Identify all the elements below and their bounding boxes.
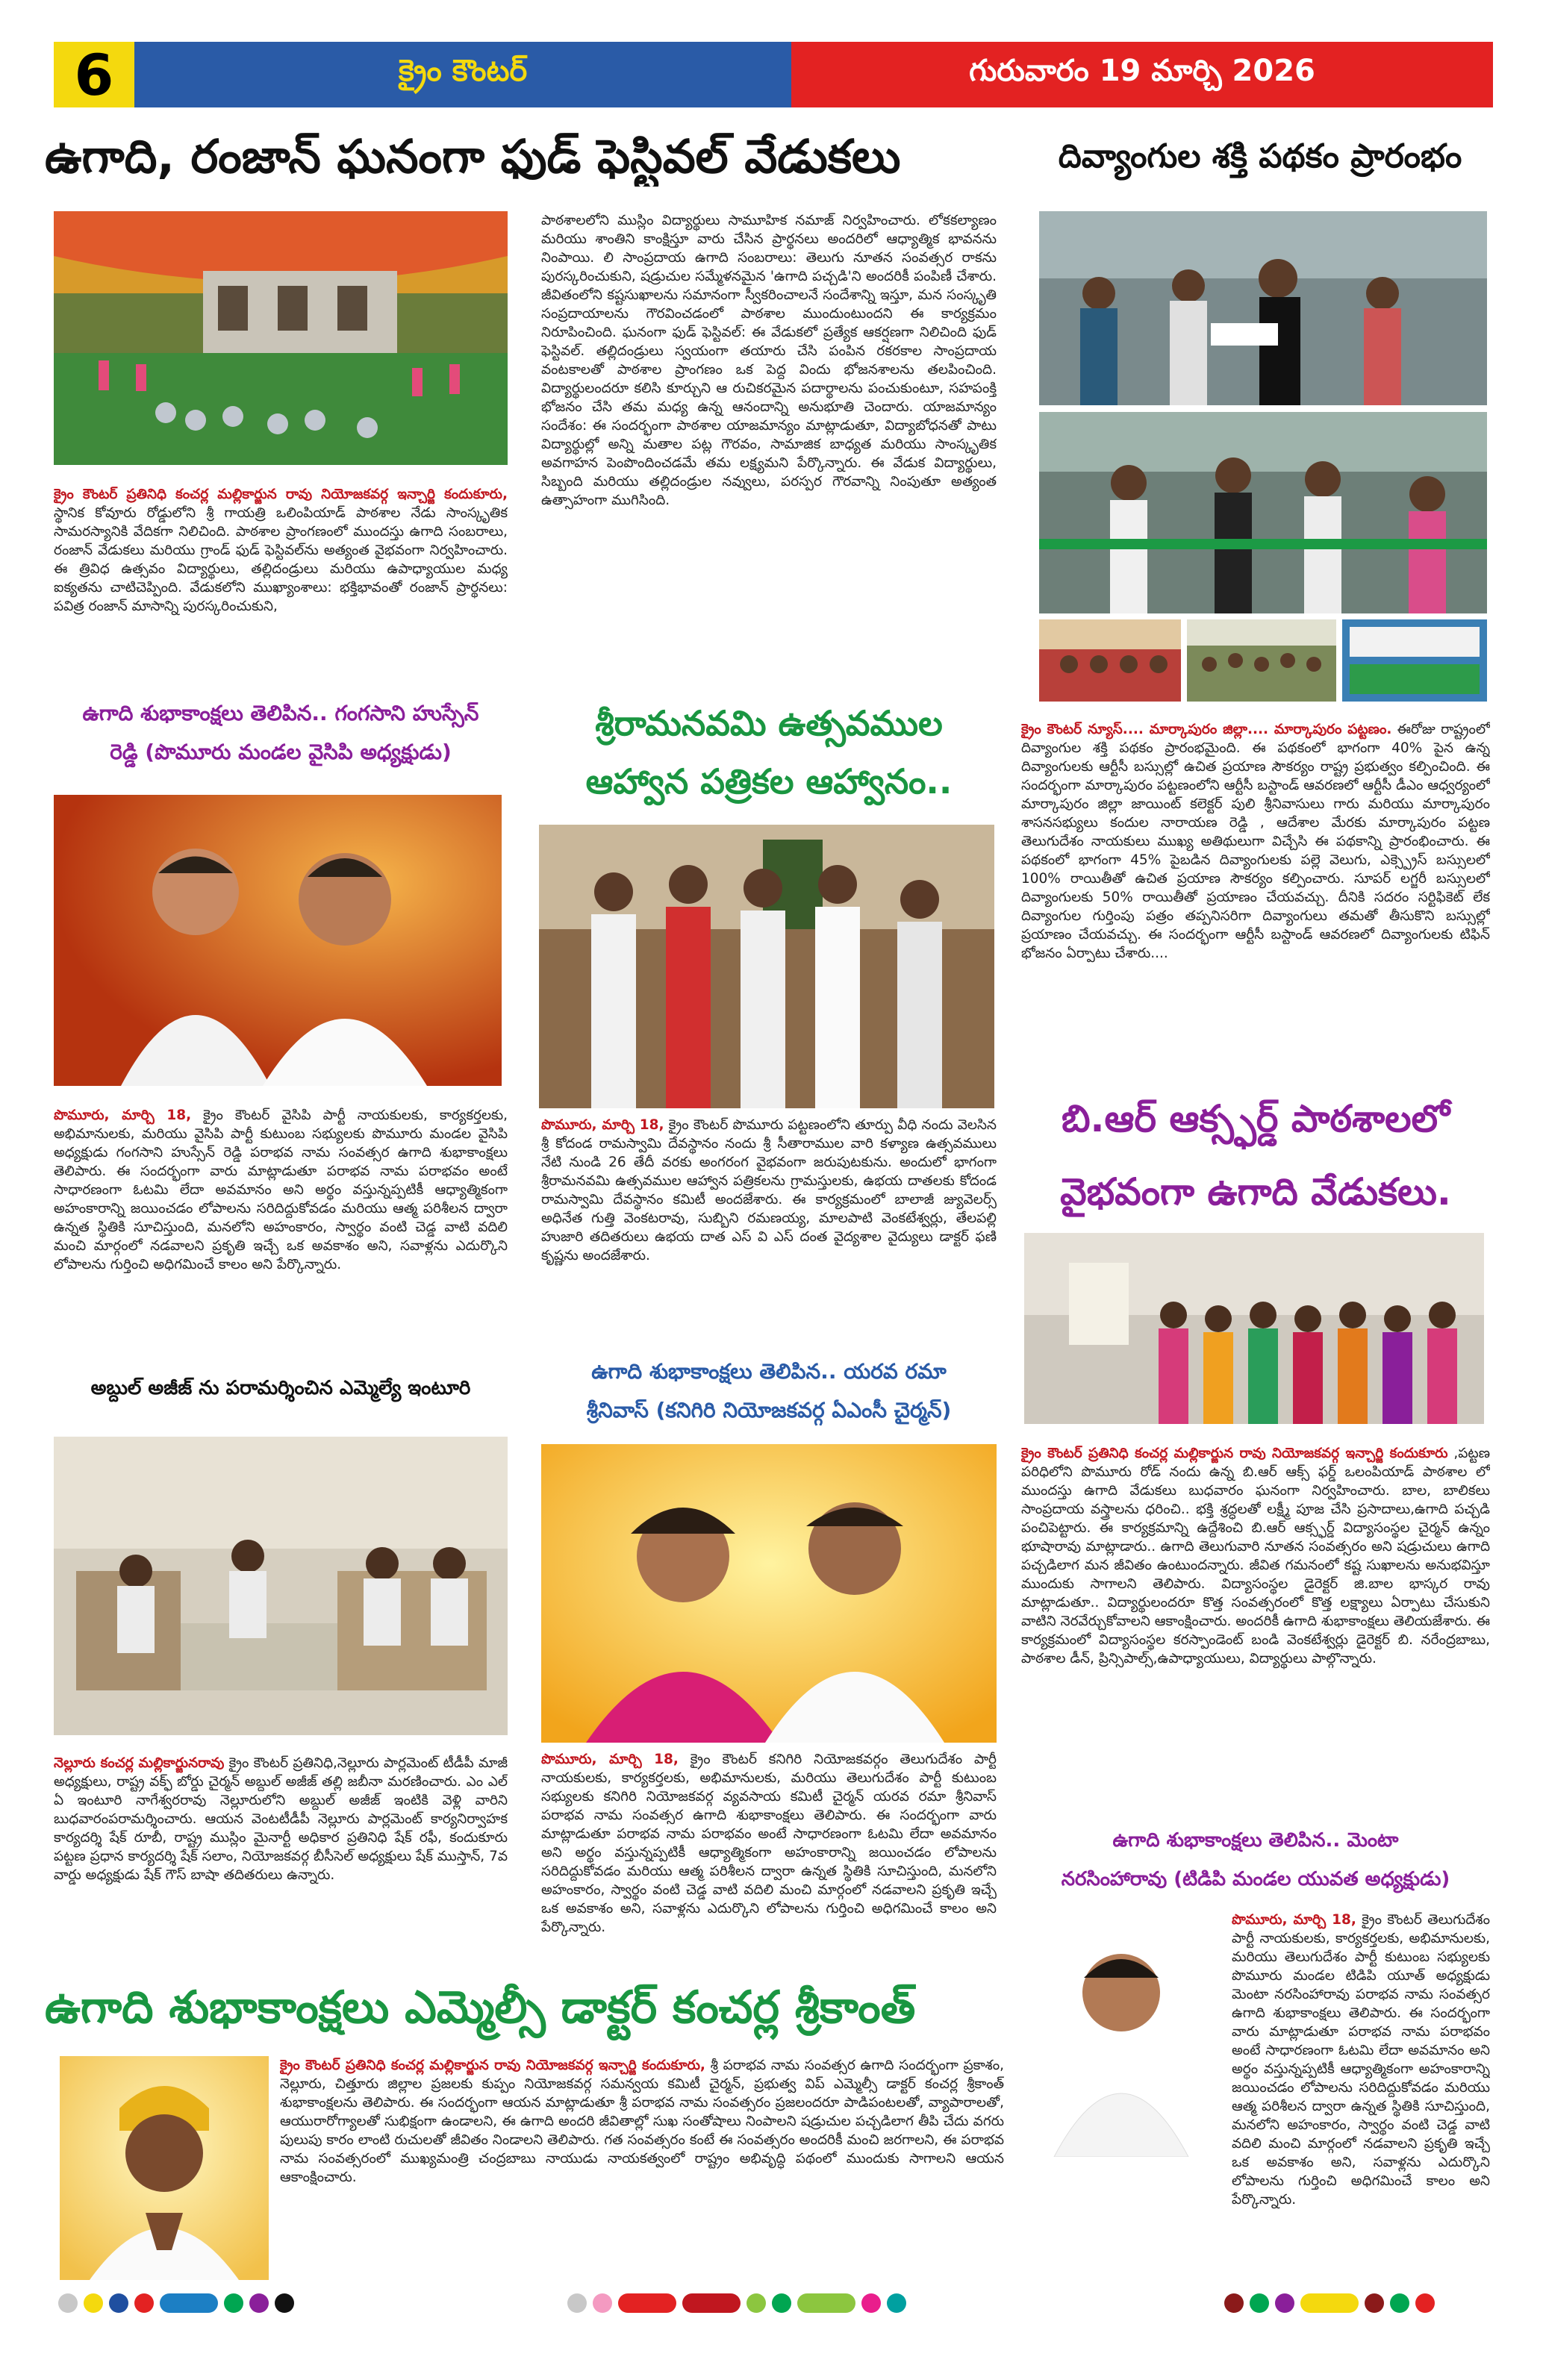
srikanth-headline: ఉగాది శుభాకాంక్షలు ఎమ్మెల్సీ డాక్టర్ కంచర్ల శ్రీకాంత్: [45, 1981, 916, 2034]
ugadi-food-lead: క్రైం కౌంటర్ ప్రతినిధి కంచర్ల మల్లికార్జున రావు నియోజకవర్గ ఇన్చార్జి కందుకూరు,: [54, 487, 508, 502]
mentha-photo: [1024, 1911, 1218, 2157]
divyangula-photo-4: [1187, 619, 1336, 702]
footer-color-mark: [1275, 2293, 1294, 2313]
sriramanavami-lead: పొమూరు, మార్చి 18,: [541, 1117, 664, 1133]
mentha-headline-line2: నరసింహారావు (టిడిపి మండల యువత అధ్యక్షుడు): [1061, 1868, 1450, 1890]
mentha-headline-line1: ఉగాది శుభాకాంక్షలు తెలిపిన.. మెంటా: [1112, 1829, 1399, 1852]
footer-color-mark: [772, 2293, 791, 2313]
sriramanavami-body: [541, 1116, 997, 1340]
br-oxford-photo: [1024, 1233, 1484, 1424]
ugadi-food-left-column: [54, 485, 508, 683]
footer-color-mark: [797, 2293, 855, 2313]
sriramanavami-headline-line2: ఆహ్వాన పత్రికల ఆహ్వానం..: [585, 761, 953, 802]
gangasani-text: క్రైం కౌంటర్ వైసిపి పార్టీ నాయకులకు, కార్యకర్తలకు, అభిమానులకు, మరియు వైసిపి పార్టీ కుటుంబ సభ్యులకు పొమూరు మండల వైసిపి అధ్యక్షుడు గంగసాని హుస్సేన్ రెడ్డి పరాభవ నామ సంవత్సర ఉగాది శుభాకాంక్షలు తెలిపారు. ఈ సందర్భంగా వారు మాట్లాడుతూ పరాభవ నామ పరాభవం అంటే సాధారణంగా ఓటమి లేదా అవమానం అని అర్థం వస్తున్నప్పటికీ ఆధ్యాత్మికంగా అహంకారాన్ని జయించడం లోపాలను సరిదిద్దుకోవడం మరియు ఆత్మ పరిశీలన ద్వారా ఉన్నత స్థితికి సూచిస్తుంది, మనలోని అహంకారం, స్వార్థం వంటి చెడ్డ వాటి వదిలి మంచి మార్గంలో నడవాలని ప్రకృతి ఇచ్చే ఒక అవకాశం అని, సవాళ్లను ఎదుర్కొని లోపాలను గుర్తించి అధిగమించే కాలం అని పేర్కొన్నారు.: [54, 1108, 508, 1272]
abdul-aziz-text: క్రైం కౌంటర్ ప్రతినిధి,నెల్లూరు పార్లమెంట్ టీడీపీ మాజీ అధ్యక్షులు, రాష్ట్ర వక్ఫ్ బోర్డు చైర్మన్ అబ్దుల్ అజీజ్ తల్లి జబీనా మరణించారు. ఎం ఎల్ ఏ ఇంటూరి నాగేశ్వరరావు నెల్లూరులోని అబ్దుల్ అజీజ్ ఇంటికి వెళ్లి వారిని బుధవారంపరామర్శించారు. ఆయన వెంటటీడీపీ నెల్లూరు పార్లమెంట్ కార్యనిర్వాహక కార్యదర్శి షేక్ రూబీ, రాష్ట్ర ముస్లిం మైనార్టీ అధికార ప్రతినిధి షేక్ రఫీ, కందుకూరు పట్టణ ప్రధాన కార్యదర్శి షేక్ సలాం, నియోజకవర్గ బీసీసెల్ అధ్యక్షులు షేక్ ముస్తాన్, 7వ వార్డు అధ్యక్షుడు షేక్ గౌస్ బాషా తదితరులు ఉన్నారు.: [54, 1755, 508, 1883]
footer-color-mark: [1300, 2293, 1359, 2313]
yarava-body: [541, 1750, 997, 1952]
gangasani-photo: [54, 795, 502, 1086]
gangasani-headline-line1: ఉగాది శుభాకాంక్షలు తెలిపిన.. గంగసాని హుస్సేన్: [82, 701, 479, 725]
divyangula-photo-1: [1039, 211, 1487, 405]
yarava-text: క్రైం కౌంటర్ కనిగిరి నియోజకవర్గం తెలుగుదేశం పార్టీ నాయకులకు, కార్యకర్తలకు, అభిమానులకు, మరియు తెలుగుదేశం పార్టీ కుటుంబ సభ్యులకు కనిగిరి నియోజకవర్గ వ్యవసాయ కమిటీ చైర్మన్ యరవ రమా శ్రీనివాస్ పరాభవ నామ సంవత్సర ఉగాది శుభాకాంక్షలు తెలిపారు. ఈ సందర్భంగా వారు మాట్లాడుతూ పరాభవ నామ పరాభవం అంటే సాధారణంగా ఓటమి లేదా అవమానం అని అర్థం వస్తున్నప్పటికీ ఆధ్యాత్మికంగా అహంకారాన్ని జయించడం లోపాలను సరిదిద్దుకోవడం మరియు ఆత్మ పరిశీలన ద్వారా ఉన్నత స్థితికి సూచిస్తుంది, మనలోని అహంకారం, స్వార్థం వంటి చెడ్డ వాటి వదిలి మంచి మార్గంలో నడవాలని ప్రకృతి ఇచ్చే ఒక అవకాశం అని, సవాళ్లను ఎదుర్కొని లోపాలను గుర్తించి అధిగమించే కాలం అని పేర్కొన్నారు.: [541, 1752, 997, 1935]
gangasani-body: [54, 1106, 508, 1345]
footer-color-mark: [109, 2293, 128, 2313]
divyangula-lead: క్రైం కౌంటర్ న్యూస్.... మార్కాపురం జిల్లా.... మార్కాపురం పట్టణం.: [1021, 722, 1392, 737]
gangasani-lead: పొమూరు, మార్చి 18,: [54, 1108, 192, 1123]
newspaper-name: క్రైం కౌంటర్: [134, 42, 791, 107]
abdul-aziz-headline: అబ్దుల్ అజీజ్ ను పరామర్శించిన ఎమ్మెల్యే ఇంటూరి: [90, 1377, 471, 1399]
mentha-headline: [1021, 1821, 1490, 1903]
sriramanavami-headline: [541, 694, 997, 813]
abdul-aziz-body: [54, 1754, 508, 1955]
yarava-headline-line2: శ్రీనివాస్ (కనిగిరి నియోజకవర్గ ఏఎంసీ చైర్మన్): [586, 1398, 952, 1422]
issue-date: గురువారం 19 మార్చి 2026: [791, 42, 1493, 107]
footer-color-strip-middle: [567, 2293, 956, 2313]
gangasani-headline: [54, 694, 508, 776]
yarava-photo: [541, 1444, 997, 1743]
br-oxford-headline-line2: వైభవంగా ఉగాది వేడుకలు.: [1060, 1170, 1451, 1214]
divyangula-headline: దివ్యాంగుల శక్తి పథకం ప్రారంభం: [1058, 137, 1462, 175]
footer-color-mark: [1365, 2293, 1384, 2313]
divyangula-photo-3: [1039, 619, 1181, 702]
footer-color-mark: [275, 2293, 294, 2313]
footer-color-mark: [1415, 2293, 1435, 2313]
br-oxford-headline: [1021, 1082, 1490, 1231]
yarava-headline: [541, 1352, 997, 1434]
footer-color-strip-right: [1224, 2293, 1508, 2313]
abdul-aziz-lead: నెల్లూరు కంచర్ల మల్లికార్జునరావు: [54, 1755, 225, 1771]
srikanth-text: శ్రీ పరాభవ నామ సంవత్సర ఉగాది సందర్భంగా ప్రకాశం, నెల్లూరు, చిత్తూరు జిల్లాల ప్రజలకు కుప్పం నియోజకవర్గ సమన్వయ కమిటీ చైర్మన్, ప్రభుత్వ విప్ ఎమ్మెల్సీ డాక్టర్ కంచర్ల శ్రీకాంత్ శుభాకాంక్షలను తెలిపారు. ఈ సందర్భంగా ఆయన మాట్లాడుతూ శ్రీ పరాభవ నామ సంవత్సరం ప్రజలందరూ పాడిపంటలతో, వ్యాపారాలతో, ఆయురారోగ్యాలతో సుభిక్షంగా ఉండాలని, ఈ ఉగాది అందరి జీవితాల్లో సుఖ సంతోషాలు నింపాలని షడ్రుచుల పచ్చడిలాగ తీపి చేదు వగరు పులుపు కారం లాంటి రుచులతో జీవితం నిండాలని తెలిపారు. గత సంవత్సరం కంటే ఈ సంవత్సరం అందరికీ మంచి జరగాలని, ఈ పరాభవ నామ సంవత్సరంలో ముఖ్యమంత్రి చంద్రబాబు నాయుడు నాయకత్వంలో రాష్ట్రం అభివృద్ధి పథంలో ముందుకు సాగాలని ఆయన ఆకాంక్షించారు.: [280, 2058, 1004, 2185]
ugadi-food-headline: ఉగాది, రంజాన్ ఘనంగా ఫుడ్ ఫెస్టివల్ వేడుకలు: [45, 129, 901, 184]
footer-color-mark: [134, 2293, 154, 2313]
footer-color-strip-left: [58, 2293, 327, 2313]
footer-color-mark: [682, 2293, 741, 2313]
srikanth-body: [280, 2056, 1004, 2280]
srikanth-photo: [60, 2056, 269, 2280]
sriramanavami-photo: [539, 825, 994, 1108]
footer-color-mark: [1250, 2293, 1269, 2313]
mentha-text: క్రైం కౌంటర్ తెలుగుదేశం పార్టీ నాయకులకు, కార్యకర్తలకు, అభిమానులకు, మరియు తెలుగుదేశం పార్టీ కుటుంబ సభ్యులకు పొమూరు మండల టిడిపి యూత్ అధ్యక్షుడు మెంటా నరసింహారావు పరాభవ నామ సంవత్సర ఉగాది శుభాకాంక్షలు తెలిపారు. ఈ సందర్భంగా వారు మాట్లాడుతూ పరాభవ నామ పరాభవం అంటే సాధారణంగా ఓటమి లేదా అవమానం అని అర్థం వస్తున్నప్పటికీ ఆధ్యాత్మికంగా అహంకారాన్ని జయించడం లోపాలను సరిదిద్దుకోవడం మరియు ఆత్మ పరిశీలన ద్వారా ఉన్నత స్థితికి సూచిస్తుంది, మనలోని అహంకారం, స్వార్థం వంటి చెడ్డ వాటి వదిలి మంచి మార్గంలో నడవాలని ప్రకృతి ఇచ్చే ఒక అవకాశం అని, సవాళ్లను ఎదుర్కొని లోపాలను గుర్తించి అధిగమించే కాలం అని పేర్కొన్నారు.: [1232, 1912, 1490, 2208]
footer-color-mark: [861, 2293, 881, 2313]
gangasani-headline-line2: రెడ్డి (పొమూరు మండల వైసిపి అధ్యక్షుడు): [110, 740, 452, 764]
footer-color-mark: [1390, 2293, 1409, 2313]
ugadi-food-left-text: స్థానిక కోవూరు రోడ్డులోని శ్రీ గాయత్రి ఒలింపియాడ్ పాఠశాల నేడు సాంస్కృతిక సామరస్యానికి వేదికగా నిలిచింది. పాఠశాల ప్రాంగణంలో ముందస్తు ఉగాది సంబరాలు, రంజాన్ వేడుకలు మరియు గ్రాండ్ ఫుడ్ ఫెస్టివల్‌ను అత్యంత వైభవంగా నిర్వహించారు. ఈ త్రివిధ ఉత్సవం విద్యార్థులు, తల్లిదండ్రులు మరియు ఉపాధ్యాయుల మధ్య ఐక్యతను చాటిచెప్పింది. వేడుకలోని ముఖ్యాంశాలు: భక్తిభావంతో రంజాన్ ప్రార్థనలు: పవిత్ర రంజాన్ మాసాన్ని పురస్కరించుకుని,: [54, 505, 508, 614]
footer-color-mark: [160, 2293, 218, 2313]
ugadi-food-right-column: పాఠశాలలోని ముస్లిం విద్యార్థులు సామూహిక నమాజ్ నిర్వహించారు. లోకకల్యాణం మరియు శాంతిని కాంక్షిస్తూ వారు చేసిన ప్రార్థనలు అందరిలో ఆధ్యాత్మిక భావనను నింపాయి. లి సాంప్రదాయ ఉగాది సంబరాలు: తెలుగు నూతన సంవత్సర రాకను పురస్కరించుకుని, షడ్రుచుల సమ్మేళనమైన 'ఉగాది పచ్చడి'ని అందరికీ పంపిణీ చేశారు. జీవితంలోని కష్టసుఖాలను సమానంగా స్వీకరించాలనే సందేశాన్ని ఇస్తూ, మన సంస్కృతి సంప్రదాయాలను గౌరవించడంలో పాఠశాల ముందుంటుందని ఈ కార్యక్రమం నిరూపించింది. ఘనంగా ఫుడ్ ఫెస్టివల్: ఈ వేడుకలో ప్రత్యేక ఆకర్షణగా నిలిచింది ఫుడ్ ఫెస్టివల్. తల్లిదండ్రులు స్వయంగా తయారు చేసి పంపిన రకరకాల సాంప్రదాయ వంటకాలతో పాఠశాల ప్రాంగణం ఒక పెద్ద విందు భోజనశాలను తలపించింది. విద్యార్థులందరూ కలిసి కూర్చుని ఆ రుచికరమైన పదార్థాలను పంచుకుంటూ, సహపంక్తి భోజనం చేసి తమ మధ్య ఉన్న ఆనందాన్ని అనుభూతి చెందారు. యాజమాన్యం సందేశం: ఈ సందర్భంగా పాఠశాల యాజమాన్యం మాట్లాడుతూ, విద్యాబోధనతో పాటు విద్యార్థుల్లో అన్ని మతాల పట్ల గౌరవం, సామాజిక బాధ్యత మరియు సాంస్కృతిక అవగాహన పెంపొందించడమే తమ లక్ష్యమని పేర్కొన్నారు. ఈ వేడుక విద్యార్థులు, సిబ్బంది మరియు తల్లిదండ్రుల నవ్వులు, పరస్పర గౌరవాన్ని నింపుతూ అత్యంత ఉత్సాహంగా ముగిసింది.: [541, 213, 997, 508]
sriramanavami-text: క్రైం కౌంటర్ పొమూరు పట్టణంలోని తూర్పు వీధి నందు వెలసిన శ్రీ కోదండ రామస్వామి దేవస్థానం నందు శ్రీ సీతారాముల వారి కళ్యాణ ఉత్సవములు నేటి నుండి 26 తేదీ వరకు అంగరంగ వైభవంగా జరుపుటకును. అందులో భాగంగా శ్రీరామనవమి ఉత్సవముల ఆహ్వాన పత్రికలను గ్రామస్తులకు, ఉభయ దాతలకు కోదండ రామస్వామి దేవస్థానం కమిటీ అందజేశారు. ఈ కార్యక్రమంలో బాలాజీ జ్యువెలర్స్ అధినేత గుత్తి వెంకటరావు, సుబ్బిని రమణయ్య, మాలపాటి వెంకటేశ్వర్లు, తేలపల్లి హుజారి తదితరులు ఉభయ దాత ఎస్ వి ఎస్ దంత వైద్యశాల వైద్యులు డాక్టర్ ఫణి కృష్ణను అందజేశారు.: [541, 1117, 997, 1264]
footer-color-mark: [618, 2293, 676, 2313]
footer-color-mark: [567, 2293, 587, 2313]
divyangula-photo-5: [1342, 619, 1487, 702]
mentha-lead: పొమూరు, మార్చి 18,: [1232, 1912, 1356, 1928]
footer-color-mark: [887, 2293, 906, 2313]
footer-color-mark: [593, 2293, 612, 2313]
footer-color-mark: [746, 2293, 766, 2313]
footer-color-mark: [1224, 2293, 1244, 2313]
abdul-aziz-photo: [54, 1437, 508, 1735]
br-oxford-headline-line1: బి.ఆర్ ఆక్స్ఫర్డ్ పాఠశాలలో: [1061, 1097, 1450, 1140]
br-oxford-lead: క్రైం కౌంటర్ ప్రతినిధి కంచర్ల మల్లికార్జున రావు నియోజకవర్గ ఇన్చార్జి కందుకూరు: [1021, 1446, 1448, 1461]
divyangula-photo-2: [1039, 412, 1487, 613]
divyangula-body: [1021, 720, 1490, 1063]
divyangula-text: ఈరోజు రాష్ట్రంలో దివ్యాంగుల శక్తి పథకం ప్రారంభమైంది. ఈ పథకంలో భాగంగా 40% పైన ఉన్న దివ్యాంగులకు ఆర్టీసీ బస్సుల్లో ఉచిత ప్రయాణ సౌకర్యం రాష్ట్ర ప్రభుత్వం కల్పించింది. ఈ సందర్భంగా మార్కాపురం పట్టణంలోని ఆర్టీసీ బస్టాండ్ ఆవరణలో ఆర్టీసీ డీఎం ఆధ్వర్యంలో మార్కాపురం జిల్లా జాయింట్ కలెక్టర్ పులి శ్రీనివాసులు గారు మరియు మార్కాపురం శాసనసభ్యులు కందుల నారాయణ రెడ్డి , ఆదేశాల మేరకు మార్కాపురం పట్టణ తెలుగుదేశం నాయకులు ముఖ్య అతిథులుగా విచ్చేసి ఈ పథకాన్ని ప్రారంభించారు. ఈ పథకంలో భాగంగా 45% పైబడిన దివ్యాంగులకు పల్లె వెలుగు, ఎక్స్ప్రెస్ బస్సులలో 100% రాయితీతో ఉచిత ప్రయాణ సౌకర్యం కల్పించారు. సూపర్ లగ్జరీ బస్సులలో దివ్యాంగులకు 50% రాయితీతో ప్రయాణం చేయవచ్చు. దీనికి సదరం సర్టిఫికెట్ లేక దివ్యాంగుల గుర్తింపు పత్రం తప్పనిసరిగా దివ్యాంగులు తమతో తీసుకొని బస్సుల్లో ప్రయాణం చేయవచ్చు. ఈ సందర్భంగా ఆర్టీసీ బస్టాండ్ ఆవరణలో దివ్యాంగులకు టిఫిన్ భోజనం ఏర్పాటు చేశారు....: [1021, 722, 1490, 961]
footer-color-mark: [84, 2293, 103, 2313]
food-festival-photo: [54, 211, 508, 465]
srikanth-lead: క్రైం కౌంటర్ ప్రతినిధి కంచర్ల మల్లికార్జున రావు నియోజకవర్గ ఇన్చార్జి కందుకూరు,: [280, 2058, 705, 2073]
page-number: 6: [54, 42, 134, 107]
footer-color-mark: [224, 2293, 243, 2313]
yarava-headline-line1: ఉగాది శుభాకాంక్షలు తెలిపిన.. యరవ రమా: [591, 1359, 947, 1384]
sriramanavami-headline-line1: శ్రీరామనవమి ఉత్సవముల: [595, 703, 943, 743]
footer-color-mark: [249, 2293, 269, 2313]
footer-color-mark: [58, 2293, 78, 2313]
mentha-body-side: [1232, 1911, 1490, 2224]
yarava-lead: పొమూరు, మార్చి 18,: [541, 1752, 679, 1767]
br-oxford-text: ,పట్టణ పరిధిలోని పొమూరు రోడ్ నందు ఉన్న బి.ఆర్ ఆక్స్ ఫర్డ్ ఒలంపియాడ్ పాఠశాల లో ముందస్తు ఉగాది వేడుకలు బుధవారం ఘనంగా నిర్వహించారు. బాల, బాలికలు సాంప్రదాయ వస్త్రాలను ధరించి.. భక్తి శ్రద్ధలతో లక్ష్మీ పూజ చేసి ప్రసాదాలు,ఉగాది పచ్చడి పంచిపెట్టారు. ఈ కార్యక్రమాన్ని ఉద్దేశించి బి.ఆర్ ఆక్స్ఫర్డ్ విద్యాసంస్థల చైర్మన్ ఉన్నం భూషారావు మాట్లాడారు.. ఉగాది తెలుగువారి నూతన సంవత్సరం అని షడ్రుచులు ఉగాది పచ్చడిలాగ మన జీవితం ఉంటుందన్నారు. జీవిత గమనంలో కష్ట సుఖాలను అనుభవిస్తూ ముందుకు సాగాలని తెలిపారు. విద్యాసంస్థల డైరెక్టర్ జి.బాల భాస్కర రావు మాట్లాడుతూ.. విద్యార్థులందరూ కొత్త సంవత్సరంలో కొత్త లక్ష్యాలు ఏర్పాటు చేసుకుని వాటిని నెరవేర్చుకోవాలని ఆకాంక్షించారు. అందరికీ ఉగాది శుభాకాంక్షలు తెలియజేశారు. ఈ కార్యక్రమంలో విద్యాసంస్థల కరస్పాండెంట్ బండి వెంకటేశ్వర్లు డైరెక్టర్ బి. నరేంద్రబాబు, పాఠశాల డీన్, ప్రిన్సిపాల్స్,ఉపాధ్యాయులు, విద్యార్థులు పాల్గొన్నారు.: [1021, 1446, 1490, 1667]
